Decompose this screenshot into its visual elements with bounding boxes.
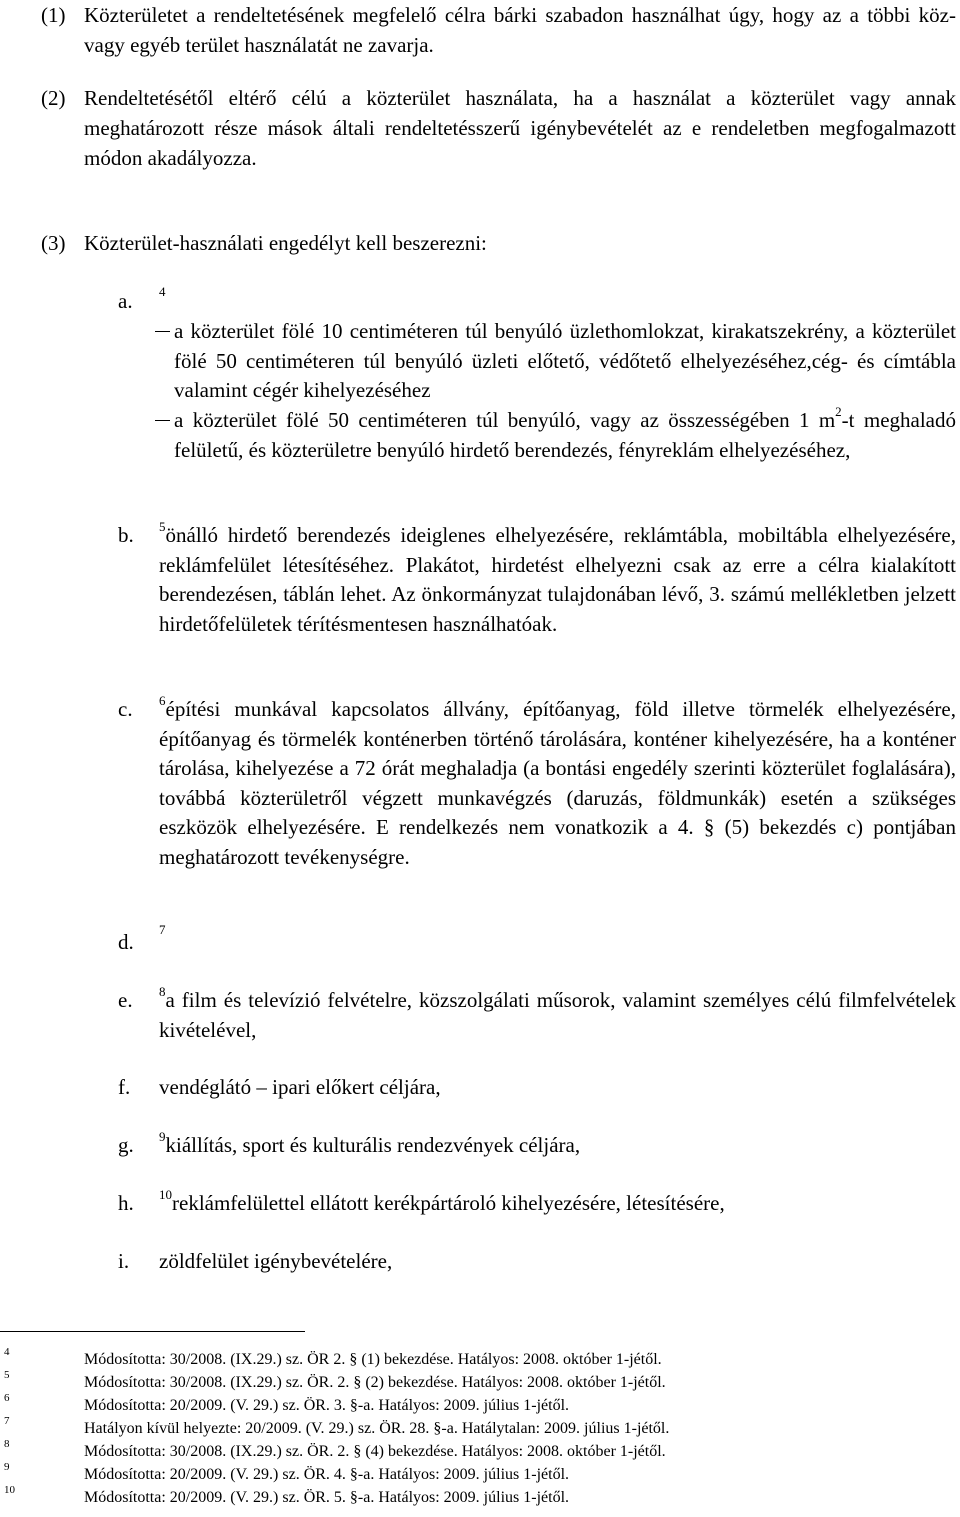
paragraph-text: Rendeltetésétől eltérő célú a közterület használata, ha a használat a közterület vagy annak meghatározott része mások általi rendeltetésszerű igénybevételét az e rendeletben megfogalmazott módon akadályozza. xyxy=(84,86,956,170)
footnote-number: 8 xyxy=(4,1438,10,1450)
footnote-text: Módosította: 20/2009. (V. 29.) sz. ÖR. 5. §-a. Hatályos: 2009. július 1-jétől. xyxy=(84,1489,570,1506)
list-item-label: g. xyxy=(118,1133,134,1157)
list-item-label: a. xyxy=(118,289,133,313)
list-item-text: $^5$önálló hirdető berendezés ideiglenes elhelyezésére, reklámtábla, mobiltábla elhelyezésére, reklámfelület létesítéséhez. Plakátot, hirdetést elhelyezni csak az erre a célra kialakított berendezésen, táblán lehet. Az önkormányzat tulajdonában lévő, 3. számú mellékletben jelzett hirdetőfelületek térítésmentesen használhatóak. xyxy=(159,519,956,636)
list-item-text: zöldfelület igénybevételére, xyxy=(159,1249,393,1273)
footnote-text: Módosította: 30/2008. (IX.29.) sz. ÖR 2. § (1) bekezdése. Hatályos: 2008. október 1-jétől. xyxy=(84,1351,662,1368)
paragraph-text: Közterület-használati engedélyt kell beszerezni: xyxy=(84,231,487,255)
list-item-label: b. xyxy=(118,523,134,547)
list-item-i xyxy=(118,1247,956,1277)
paragraph-number: (2) xyxy=(41,86,66,110)
footnote-text: Hatályon kívül helyezte: 20/2009. (V. 29.) sz. ÖR. 28. §-a. Hatálytalan: 2009. július 1-jétől. xyxy=(84,1420,670,1437)
list-item-h xyxy=(118,1189,956,1219)
footnote-text: Módosította: 30/2008. (IX.29.) sz. ÖR. 2. § (2) bekezdése. Hatályos: 2008. október 1-jétől. xyxy=(84,1374,666,1391)
list-item-label: c. xyxy=(118,697,133,721)
footnote-text: Módosította: 30/2008. (IX.29.) sz. ÖR. 2. § (4) bekezdése. Hatályos: 2008. október 1-jétől. xyxy=(84,1443,666,1460)
footnote-number: 6 xyxy=(4,1392,10,1404)
footnote-ref-10: 10 xyxy=(159,1187,172,1202)
list-item-label: i. xyxy=(118,1249,130,1273)
list-item-b xyxy=(118,521,956,639)
list-item-label: h. xyxy=(118,1191,134,1215)
dash-item-text: a közterület fölé 10 centiméteren túl benyúló üzlethomlokzat, kirakatszekrény, a közterület fölé 50 centiméteren túl benyúló üzleti előtető, védőtető elhelyezéséhez,cég- és címtábla valamint cégér kihelyezéséhez xyxy=(174,319,956,402)
footnote-text: Módosította: 20/2009. (V. 29.) sz. ÖR. 3. §-a. Hatályos: 2009. július 1-jétől. xyxy=(84,1397,570,1414)
paragraph-text: Közterületet a rendeltetésének megfelelő célra bárki szabadon használhat úgy, hogy az a többi köz- vagy egyéb terület használatát ne zavarja. xyxy=(84,3,956,57)
list-item-label: e. xyxy=(118,988,133,1012)
footnote-ref-8: 8 xyxy=(159,984,166,999)
list-item-text: $^9$kiállítás, sport és kulturális rendezvények céljára, xyxy=(159,1129,581,1157)
footnote-number: 7 xyxy=(4,1415,10,1427)
list-item-text: $^8$a film és televízió felvételre, közszolgálati műsorok, valamint személyes célú filmfelvételek kivételével, xyxy=(159,984,956,1042)
dash-item-text: a közterület fölé 50 centiméteren túl benyúló, vagy az összességében 1 $m^2-t$ meghaladó felületű, és közterületre benyúló hirdető berendezés, fényreklám elhelyezéséhez, xyxy=(174,404,956,462)
superscript: 2 xyxy=(835,404,842,419)
paragraph-2 xyxy=(41,83,956,173)
list-item-e xyxy=(118,986,956,1045)
dash-icon xyxy=(155,420,170,421)
paragraph-number: (3) xyxy=(41,231,66,255)
footnote-number: 5 xyxy=(4,1369,10,1381)
footnote-ref-6: 6 xyxy=(159,693,166,708)
dash-item-2 xyxy=(155,406,956,465)
paragraph-1 xyxy=(41,0,956,60)
list-item-g xyxy=(118,1131,956,1161)
footnote-number: 4 xyxy=(4,1346,10,1358)
list-item-c xyxy=(118,695,956,872)
dash-icon xyxy=(155,331,170,332)
footnote-number: 9 xyxy=(4,1461,10,1473)
footnote-ref-5: 5 xyxy=(159,519,166,534)
list-item-label: f. xyxy=(118,1075,131,1099)
list-item-label: d. xyxy=(118,930,134,954)
list-item-text: vendéglátó – ipari előkert céljára, xyxy=(159,1075,441,1099)
footnote-ref-9: 9 xyxy=(159,1129,166,1144)
dash-item-1 xyxy=(155,317,956,406)
footnote-number: 10 xyxy=(4,1484,15,1496)
list-item-f xyxy=(118,1073,956,1103)
list-item-text: $^{10}$reklámfelülettel ellátott kerékpártároló kihelyezésére, létesítésére, xyxy=(159,1187,725,1215)
list-item-text: $^6$építési munkával kapcsolatos állvány, építőanyag, föld illetve törmelék elhelyezésére, építőanyag és törmelék konténerben történő tárolására, konténer kihelyezésére, ha a konténer tárolása, kihelyezése a 72 órát meghaladja (a bontási engedély szerinti közterület foglalására), továbbá közterületről végzett munkavégzés (daruzás, földmunkák) esetén a szükséges eszközök elhelyezésére. E rendelkezés nem vonatkozik a 4. § (5) bekezdés c) pontjában meghatározott tevékenységre. xyxy=(159,693,956,869)
footnote-ref-7: 7 xyxy=(159,922,166,937)
footnote-text: Módosította: 20/2009. (V. 29.) sz. ÖR. 4. §-a. Hatályos: 2009. július 1-jétől. xyxy=(84,1466,570,1483)
paragraph-3 xyxy=(41,228,956,258)
paragraph-number: (1) xyxy=(41,3,66,27)
footnote-separator xyxy=(0,1331,305,1332)
footnote-ref-4: 4 xyxy=(159,284,166,299)
